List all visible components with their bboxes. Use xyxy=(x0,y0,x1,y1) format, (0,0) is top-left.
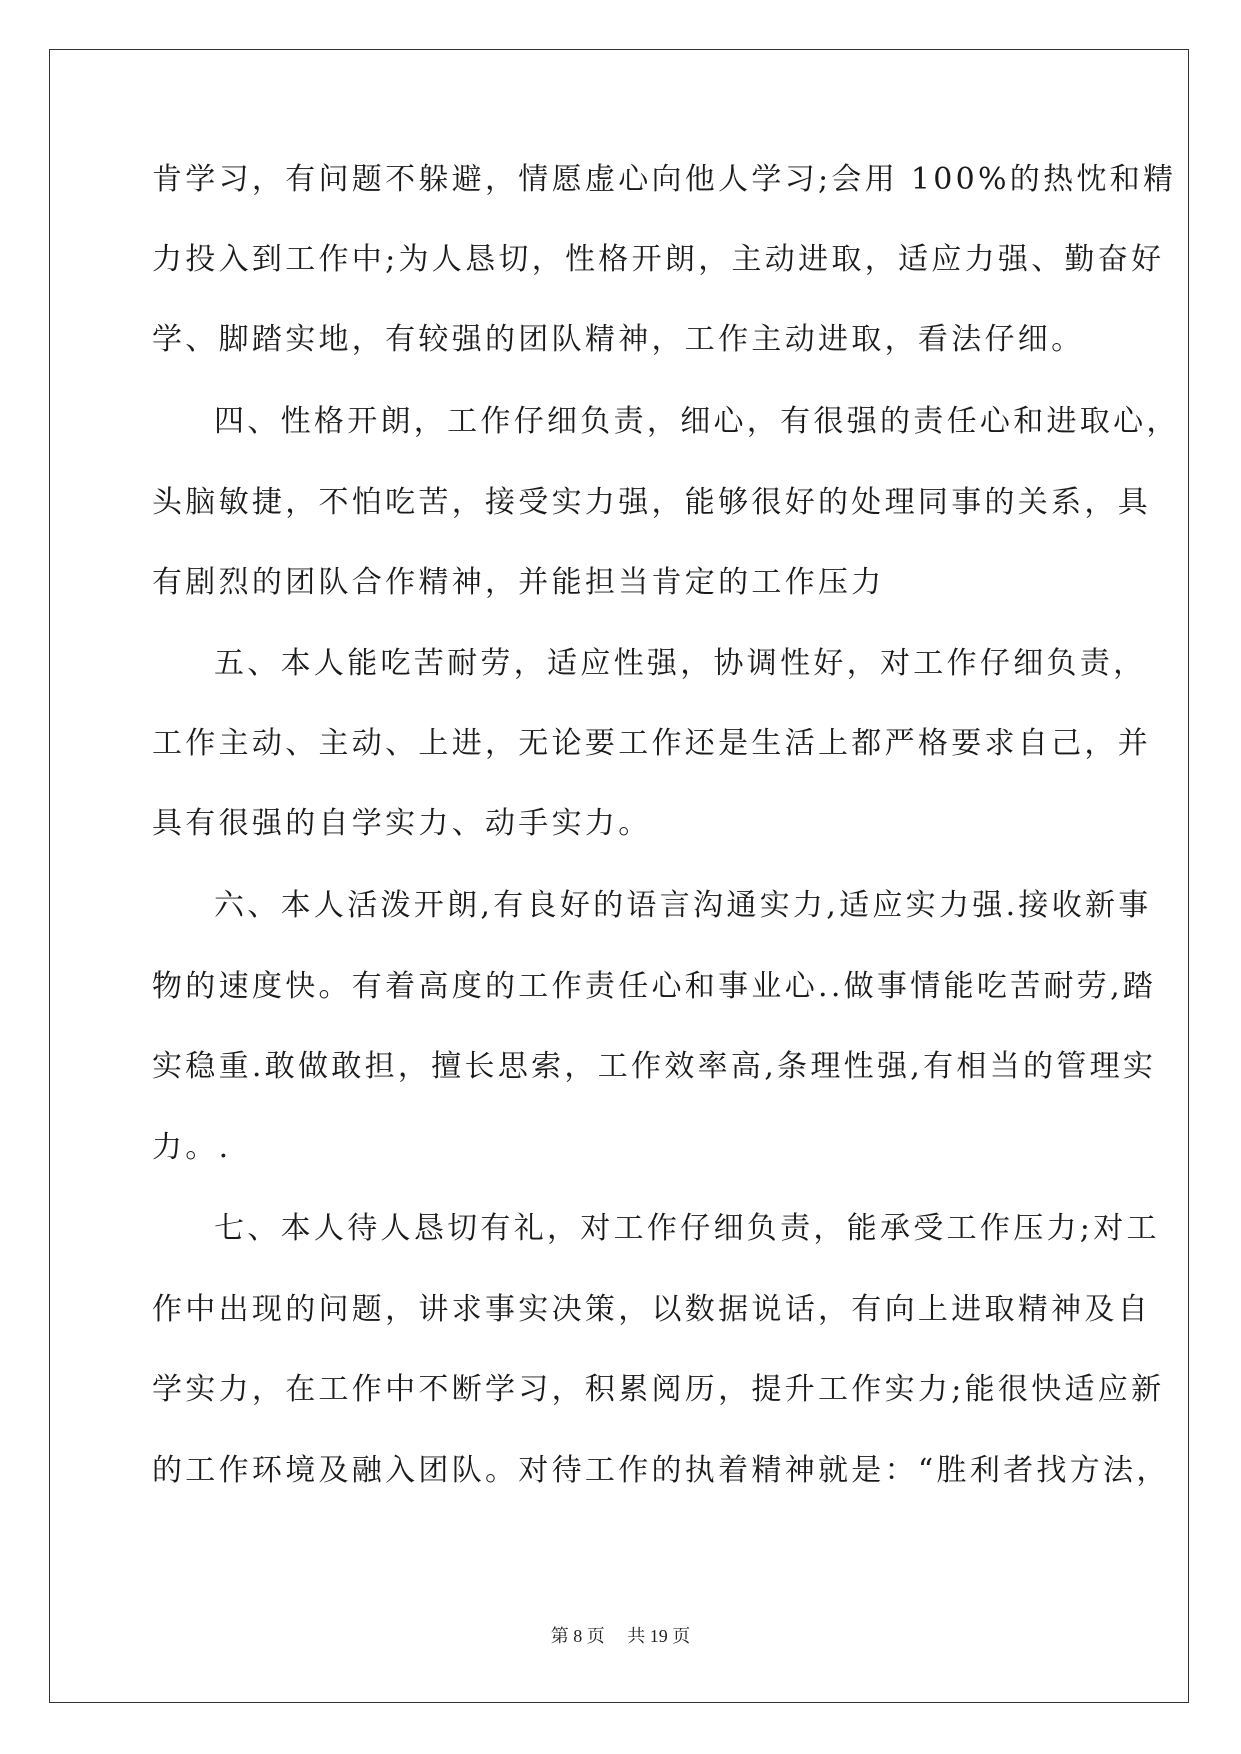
text-line: 物的速度快。有着高度的工作责任心和事业心..做事情能吃苦耐劳,踏 xyxy=(152,969,1157,1004)
paragraph-start-line: 七、本人待人恳切有礼，对工作仔细负责，能承受工作压力;对工 xyxy=(214,1211,1160,1246)
text-line: 有剧烈的团队合作精神，并能担当肯定的工作压力 xyxy=(152,565,885,600)
text-line: 肯学习，有问题不躲避，情愿虚心向他人学习;会用 100%的热忱和精 xyxy=(152,162,1177,197)
paragraph-start-line: 四、性格开朗，工作仔细负责，细心，有很强的责任心和进取心， xyxy=(214,404,1180,439)
paragraph-start-line: 六、本人活泼开朗,有良好的语言沟通实力,适应实力强.接收新事 xyxy=(214,888,1152,923)
text-line: 作中出现的问题，讲求事实决策，以数据说话，有向上进取精神及自 xyxy=(152,1292,1151,1327)
page-number: 第 8 页 xyxy=(550,1626,605,1646)
text-line: 头脑敏捷，不怕吃苦，接受实力强，能够很好的处理同事的关系，具 xyxy=(152,485,1151,520)
text-line: 实稳重.敢做敢担，擅长思索，工作效率高,条理性强,有相当的管理实 xyxy=(152,1049,1157,1084)
text-line: 力。. xyxy=(152,1130,232,1165)
page-footer xyxy=(0,1622,1241,1648)
total-pages: 共 19 页 xyxy=(627,1626,691,1646)
text-line: 的工作环境及融入团队。对待工作的执着精神就是：“胜利者找方法， xyxy=(152,1453,1170,1488)
text-line: 力投入到工作中;为人恳切，性格开朗，主动进取，适应力强、勤奋好 xyxy=(152,242,1165,277)
text-line: 学、脚踏实地，有较强的团队精神，工作主动进取，看法仔细。 xyxy=(152,322,1085,357)
paragraph-start-line: 五、本人能吃苦耐劳，适应性强，协调性好，对工作仔细负责， xyxy=(214,646,1147,681)
text-line: 工作主动、主动、上进，无论要工作还是生活上都严格要求自己，并 xyxy=(152,726,1151,761)
text-line: 学实力，在工作中不断学习，积累阅历，提升工作实力;能很快适应新 xyxy=(152,1372,1165,1407)
text-line: 具有很强的自学实力、动手实力。 xyxy=(152,806,652,841)
